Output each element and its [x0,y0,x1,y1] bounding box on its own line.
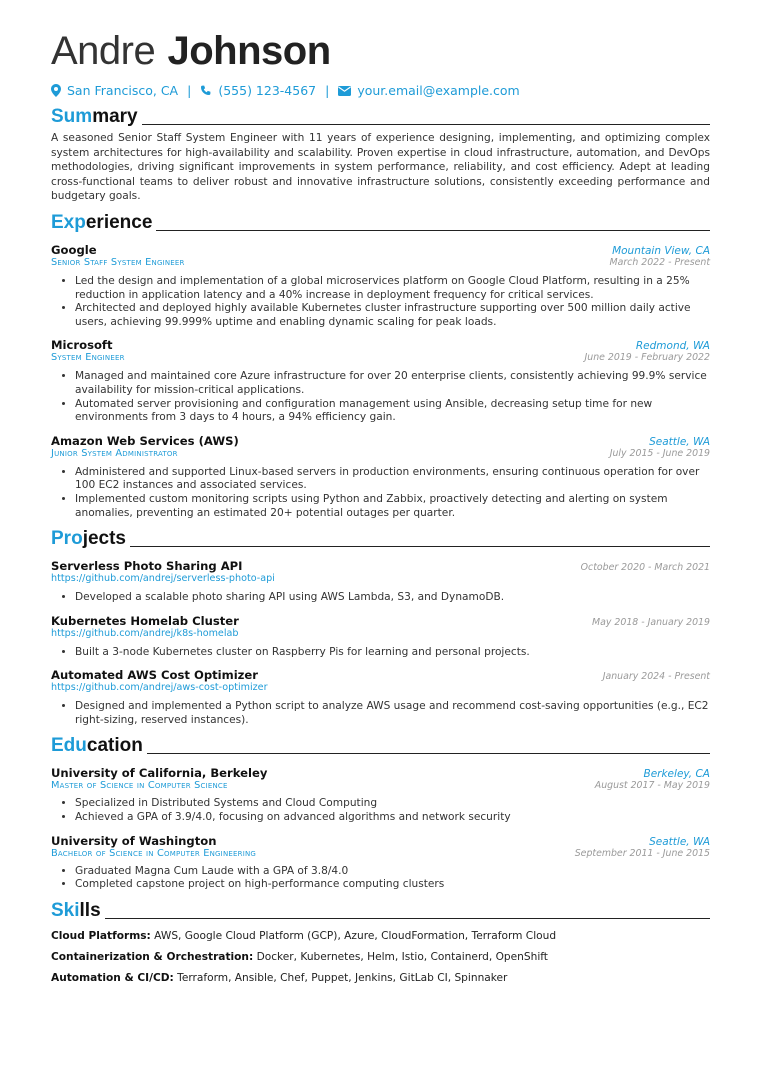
skill-row [51,929,710,943]
separator: | [325,83,330,98]
experience-heading [51,212,710,234]
heading-rest: erience [85,211,153,233]
bullet-item: • Led the design and implementation of a global microservices platform on Google Cloud Platform, resulting in a 25% reduction in application latency and a 40% increase in deployment frequency for critical services. [75,275,710,302]
skill-value: AWS, Google Cloud Platform (GCP), Azure, CloudFormation, Terraform Cloud [150,929,557,942]
heading-rest: cation [86,735,143,757]
job-role: System Engineer [51,352,125,364]
project-name: Serverless Photo Sharing API [51,559,243,574]
summary-text: A seasoned Senior Staff System Engineer with 11 years of experience designing, implementing, and optimizing complex system architectures for high-availability and scalability. Proven expertise in cloud infrastructure, automation, and DevOps methodologies, driving significant improvements in system performance, reliability, and cost efficiency. Adept at leading cross-functional teams to deliver robust and innovative infrastructure solutions, consistently exceeding performance and budgetary goals. [51,132,710,203]
company-name: Microsoft [51,338,113,353]
bullet-item: • Developed a scalable photo sharing API using AWS Lambda, S3, and DynamoDB. [75,591,710,605]
education-dates: September 2011 - June 2015 [574,847,710,859]
experience-entry [51,243,710,329]
bullet-item: • Graduated Magna Cum Laude with a GPA of 3.8/4.0 [75,865,710,879]
job-dates: March 2022 - Present [609,256,710,268]
skills-heading [51,900,710,922]
project-dates: May 2018 - January 2019 [592,616,710,628]
skill-row [51,971,710,985]
job-location: Mountain View, CA [612,244,710,257]
degree: Master of Science in Computer Science [51,780,228,792]
email-link[interactable]: your.email@example.com [357,83,520,98]
heading-accent: Ski [51,899,80,921]
bullet-list [51,370,710,424]
project-dates: January 2024 - Present [602,671,710,683]
school-location: Seattle, WA [649,835,710,848]
bullet-item: • Achieved a GPA of 3.9/4.0, focusing on advanced algorithms and network security [75,811,710,825]
project-link[interactable]: https://github.com/andrej/aws-cost-optimizer [51,682,268,694]
phone-icon [200,85,212,97]
resume [51,28,710,985]
company-name: Google [51,242,97,257]
skill-row [51,950,710,964]
section-rule [142,124,710,125]
skill-value: Terraform, Ansible, Chef, Puppet, Jenkins, GitLab CI, Spinnaker [173,971,508,984]
degree: Bachelor of Science in Computer Engineering [51,847,257,859]
separator: | [187,83,192,98]
heading-accent: Exp [51,211,86,233]
heading-accent: Pro [51,528,83,550]
project-link[interactable]: https://github.com/andrej/serverless-photo-api [51,573,275,585]
candidate-name [51,28,710,74]
experience-entry [51,338,710,424]
section-rule [156,230,710,231]
job-location: Redmond, WA [635,340,710,353]
skills-list [51,929,710,985]
bullet-item: • Managed and maintained core Azure infrastructure for over 20 enterprise clients, consistently achieving 99.9% service availability for mission-critical applications. [75,370,710,397]
experience-entry [51,434,710,520]
bullet-item: • Administered and supported Linux-based servers in production environments, ensuring continuous operation for over 100 EC2 instances and associated services. [75,466,710,493]
project-entry [51,559,710,605]
company-name: Amazon Web Services (AWS) [51,433,239,448]
section-rule [147,753,710,754]
bullet-list [51,865,710,892]
first-name: Andre [51,29,156,73]
skill-label: Cloud Platforms: [51,929,151,942]
bullet-item: • Architected and deployed highly available Kubernetes cluster infrastructure supporting over 500 million daily active users, achieving 99.999% uptime and enabling dynamic scaling for peak loads. [75,302,710,329]
bullet-list [51,646,710,660]
education-heading [51,735,710,757]
school-location: Berkeley, CA [643,768,710,781]
phone-link[interactable]: (555) 123-4567 [218,83,317,98]
school-name: University of California, Berkeley [51,766,268,781]
project-name: Kubernetes Homelab Cluster [51,613,239,628]
project-entry [51,614,710,660]
bullet-item: • Automated server provisioning and configuration management using Ansible, decreasing setup time for new environments from 3 days to 4 hours, a 94% efficiency gain. [75,398,710,425]
location-text: San Francisco, CA [67,83,179,98]
section-rule [130,546,710,547]
job-dates: June 2019 - February 2022 [584,352,710,364]
last-name: Johnson [167,29,331,73]
school-name: University of Washington [51,833,217,848]
section-rule [105,918,710,919]
bullet-item: • Specialized in Distributed Systems and Cloud Computing [75,797,710,811]
bullet-item: • Designed and implemented a Python script to analyze AWS usage and recommend cost-saving opportunities (e.g., EC2 right-sizing, reserved instances). [75,700,710,727]
project-link[interactable]: https://github.com/andrej/k8s-homelab [51,627,239,639]
bullet-list [51,797,710,824]
map-pin-icon [51,84,61,97]
education-entry [51,834,710,892]
heading-rest: mary [92,106,138,127]
project-name: Automated AWS Cost Optimizer [51,668,259,683]
skill-label: Automation & CI/CD: [51,971,174,984]
bullet-item: • Completed capstone project on high-performance computing clusters [75,878,710,892]
bullet-list [51,466,710,520]
projects-heading [51,528,710,550]
bullet-list [51,591,710,605]
heading-rest: lls [79,899,101,921]
project-dates: October 2020 - March 2021 [580,562,710,574]
job-location: Seattle, WA [649,435,710,448]
envelope-icon [338,86,351,96]
skill-label: Containerization & Orchestration: [51,950,254,963]
heading-rest: jects [82,528,126,550]
heading-accent: Edu [51,735,87,757]
job-role: Junior System Administrator [51,447,178,459]
job-role: Senior Staff System Engineer [51,256,185,268]
bullet-item: • Built a 3-node Kubernetes cluster on Raspberry Pis for learning and personal projects. [75,646,710,660]
bullet-item: • Implemented custom monitoring scripts using Python and Zabbix, proactively detecting and alerting on system anomalies, preventing an estimated 20+ potential outages per quarter. [75,493,710,520]
heading-accent: Sum [51,106,93,127]
job-dates: July 2015 - June 2019 [609,447,710,459]
skill-value: Docker, Kubernetes, Helm, Istio, Containerd, OpenShift [253,950,548,963]
contact-line [51,83,710,98]
education-dates: August 2017 - May 2019 [594,780,710,792]
bullet-list [51,275,710,329]
bullet-list [51,700,710,727]
summary-heading [51,106,710,128]
project-entry [51,668,710,727]
education-entry [51,766,710,824]
